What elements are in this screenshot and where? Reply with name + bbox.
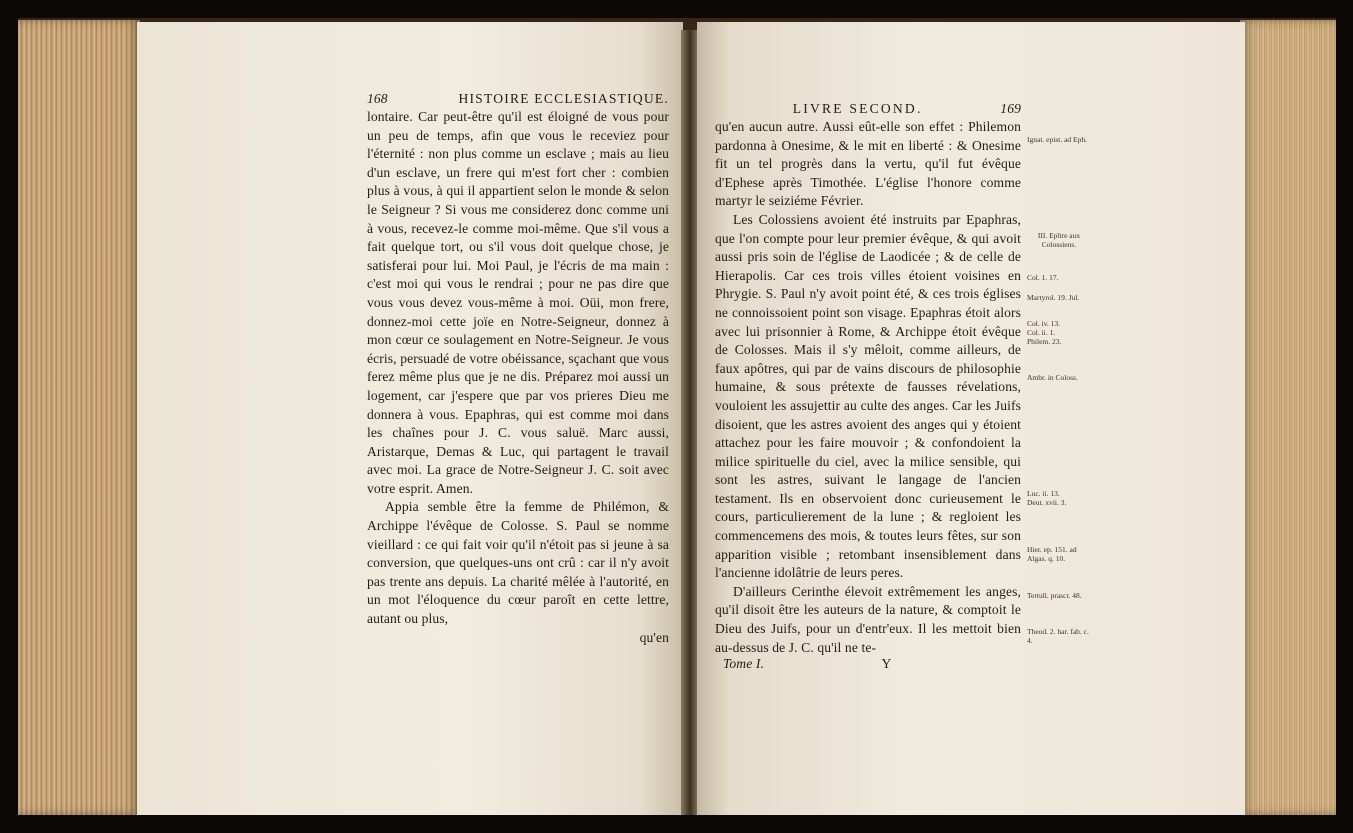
- margin-note: Luc. ii. 13.: [1027, 489, 1060, 498]
- left-page-edges: [18, 20, 140, 815]
- margin-note: Col. iv. 13.: [1027, 319, 1061, 328]
- right-page: [697, 22, 1245, 815]
- signature-mark: Y: [881, 656, 892, 672]
- left-running-title: HISTOIRE ECCLESIASTIQUE.: [458, 91, 669, 106]
- margin-note: Tertull. prascr. 48.: [1027, 591, 1082, 600]
- left-page-number: 168: [367, 91, 388, 106]
- margin-note: Theod. 2. har. fab. c. 4.: [1027, 627, 1089, 645]
- margin-note: Philem. 23.: [1027, 337, 1062, 346]
- right-page-footer: [715, 655, 1021, 674]
- margin-note: Col. 1. 17.: [1027, 273, 1059, 282]
- right-page-edges: [1240, 20, 1336, 815]
- margin-note: Hier. ep. 151. ad Algas. q. 10.: [1027, 545, 1077, 563]
- margin-note: III. Epître aux Colossiens.: [1037, 231, 1081, 249]
- margin-note: Ambr. in Coloss.: [1027, 373, 1078, 382]
- left-text-block: [367, 90, 669, 647]
- right-text-block: [715, 100, 1021, 674]
- right-running-head: [715, 100, 1021, 118]
- footer-volume: Tome I.: [723, 656, 764, 672]
- margin-note: Deut. xvii. 3.: [1027, 498, 1067, 507]
- right-paragraph-3: D'ailleurs Cerinthe élevoit extrêmement les anges, qu'il disoit être les auteurs de la nature, & comptoit le Dieu des Juifs, pour un d'entr'eux. Il les mettoit bien au-dessus de J. C. qu'il ne te-: [715, 583, 1021, 655]
- right-paragraph-2: Les Colossiens avoient été instruits par Epaphras, que l'on compte pour leur premier évêque, & qui avoit aussi pris soin de l'église de Laodicée ; & de celle de Hierapolis. Car ces trois villes étoient voisines en Phrygie. S. Paul n'y avoit point été, & ces trois églises ne connoissoient point son visage. Epaphras étoit alors avec lui prisonnier à Rome, & Archippe étoit évêque de Colosses. Mais il s'y mêloit, comme ailleurs, de faux apôtres, qui par de vains discours de philosophie humaine, & sous prétexte de fausses révelations, vouloient les assujettir au culte des anges. Car les Juifs disoient, que les astres avoient des anges qui y étoient attachez pour les faire mouvoir ; & confondoient la milice spirituelle du ciel, avec la milice sensible, qui sont les astres, suivant le langage de l'ancien testament. Ils en observoient donc curieusement le cours, particulierement de la lune ; & regloient les commencemens des mois, & toutes leurs fêtes, sur son apparition visible ; retombant insensiblement dans l'ancienne idolâtrie de leurs peres.: [715, 211, 1021, 581]
- left-page: [137, 22, 683, 815]
- margin-note: Ignat. epist. ad Eph.: [1027, 135, 1087, 144]
- left-catchword: qu'en: [639, 629, 669, 645]
- right-paragraph-1: qu'en aucun autre. Aussi eût-elle son effet : Philemon pardonna à Onesime, & le mit en liberté : & Onesime fit un tel progrès dans la vertu, qu'il fut évêque d'Ephese après Timothée. L'église l'honore comme martyr le seiziéme Février.: [715, 119, 1021, 209]
- left-paragraph-2: Appia semble être la femme de Philémon, & Archippe l'évêque de Colosse. S. Paul se nomme vieillard : ce qui fait voir qu'il n'étoit pas si jeune à sa conversion, que quelques-uns ont crû : car il n'y avoit pas trente ans depuis. La charité mêlée à l'autorité, en un mot l'éloquence du cœur paroît en cette lettre, autant ou plus,: [367, 499, 669, 627]
- margin-note: Martyrol. 19. Jul.: [1027, 293, 1080, 302]
- left-running-head: [367, 90, 669, 108]
- right-running-title: LIVRE SECOND.: [792, 101, 923, 116]
- right-page-number: 169: [1000, 101, 1021, 116]
- margin-note: Col. ii. 1.: [1027, 328, 1056, 337]
- left-paragraph-1: lontaire. Car peut-être qu'il est éloigné de vous pour un peu de temps, afin que vous le receviez pour l'éternité : non plus comme un esclave ; mais au lieu d'un esclave, un frere qui m'est fort cher : combien plus à vous, à qui il appartient selon le monde & selon le Seigneur ? Si vous me considerez donc comme uni à vous, recevez-le comme moi-même. Que s'il vous a fait quelque tort, ou s'il vous doit quelque chose, je satisferai pour lui. Moi Paul, je l'écris de ma main : c'est moi qui vous le rendrai ; pour ne pas dire que vous vous devez vous-même à moi. Oüi, mon frere, donnez-moi cette joïe en Notre-Seigneur, donnez à mon cœur ce soulagement en Notre-Seigneur. Je vous écris, persuadé de votre obéissance, sçachant que vous ferez même plus que je ne dis. Préparez moi aussi un logement, car j'espere que par vos prieres Dieu me donnera à vous. Epaphras, qui est comme moi dans les chaînes pour J. C. vous saluë. Marc aussi, Aristarque, Demas & Luc, qui partagent le travail avec moi. La grace de Notre-Seigneur J. C. soit avec votre esprit. Amen.: [367, 109, 669, 496]
